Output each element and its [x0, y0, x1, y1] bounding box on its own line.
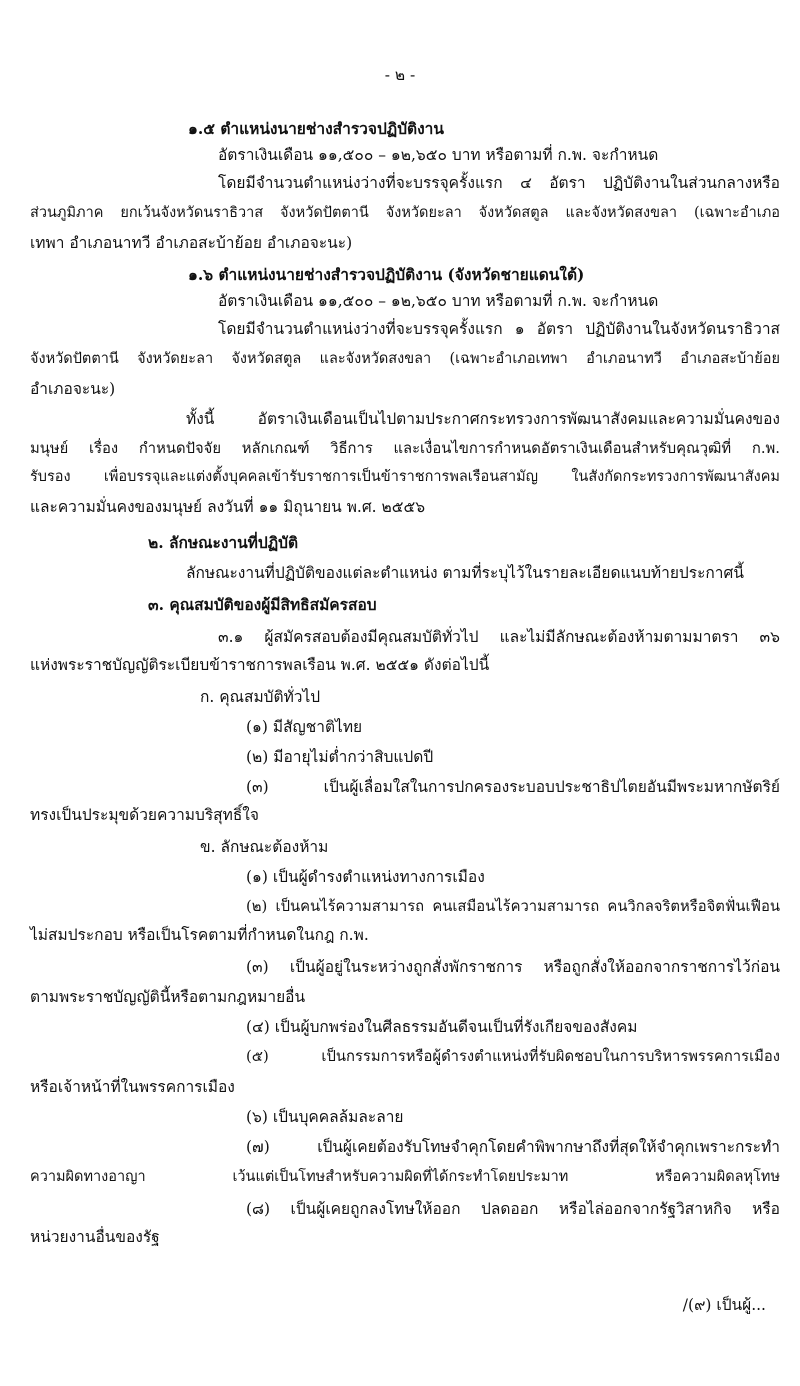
- announcement-line: มนุษย์ เรื่อง กำหนดปัจจัย หลักเกณฑ์ วิธีการ และเงื่อนไขการกำหนดอัตราเงินเดือนสำหรับคุณวุฒิที่ ก.พ.: [30, 440, 780, 457]
- general-qualifications-heading: ก. คุณสมบัติทั่วไป: [200, 688, 321, 706]
- announcement-line: รับรอง เพื่อบรรจุและแต่งตั้งบุคคลเข้ารับราชการเป็นข้าราชการพลเรือนสามัญ ในสังกัดกระทรวงการพัฒนาสังคม: [30, 469, 780, 485]
- prohibited-item: (๗) เป็นผู้เคยต้องรับโทษจำคุกโดยคำพิพากษาถึงที่สุดให้จำคุกเพราะกระทำ: [246, 1138, 780, 1156]
- section-1-6-heading: ๑.๖ ตำแหน่งนายช่างสำรวจปฏิบัติงาน (จังหวัดชายแดนใต้): [188, 265, 585, 284]
- continuation-marker: /(๙) เป็นผู้...: [682, 1296, 766, 1314]
- general-qualification-item: (๒) มีอายุไม่ต่ำกว่าสิบแปดปี: [246, 748, 434, 766]
- prohibited-item: (๒) เป็นคนไร้ความสามารถ คนเสมือนไร้ความสามารถ คนวิกลจริตหรือจิตฟั่นเฟือน: [246, 898, 780, 915]
- general-qualification-item: (๑) มีสัญชาติไทย: [246, 718, 363, 736]
- prohibited-item: ตามพระราชบัญญัตินี้หรือตามกฎหมายอื่น: [30, 988, 306, 1006]
- section-3-intro-line: แห่งพระราชบัญญัติระเบียบข้าราชการพลเรือน พ.ศ. ๒๕๕๑ ดังต่อไปนี้: [30, 656, 490, 674]
- section-1-5-body-line: ส่วนภูมิภาค ยกเว้นจังหวัดนราธิวาส จังหวัดปัตตานี จังหวัดยะลา จังหวัดสตูล และจังหวัดสงขลา (เฉพาะอำเภอ: [30, 205, 780, 221]
- section-1-6-body-line: โดยมีจำนวนตำแหน่งว่างที่จะบรรจุครั้งแรก ๑ อัตรา ปฏิบัติงานในจังหวัดนราธิวาส: [218, 320, 780, 338]
- section-1-5-body-line: เทพา อำเภอนาทวี อำเภอสะบ้าย้อย อำเภอจะนะ): [30, 234, 353, 252]
- section-1-6-body-line: จังหวัดปัตตานี จังหวัดยะลา จังหวัดสตูล และจังหวัดสงขลา (เฉพาะอำเภอเทพา อำเภอนาทวี อำเภอสะบ้าย้อย: [30, 351, 780, 367]
- section-1-5-heading: ๑.๕ ตำแหน่งนายช่างสำรวจปฏิบัติงาน: [188, 119, 444, 138]
- section-3-heading: ๓. คุณสมบัติของผู้มีสิทธิสมัครสอบ: [148, 595, 377, 614]
- prohibited-item: หรือเจ้าหน้าที่ในพรรคการเมือง: [30, 1078, 235, 1096]
- section-3-intro-line: ๓.๑ ผู้สมัครสอบต้องมีคุณสมบัติทั่วไป และไม่มีลักษณะต้องห้ามตามมาตรา ๓๖: [218, 628, 780, 646]
- prohibited-item: หน่วยงานอื่นของรัฐ: [30, 1228, 160, 1246]
- section-1-5-body-line: โดยมีจำนวนตำแหน่งว่างที่จะบรรจุครั้งแรก ๔ อัตรา ปฏิบัติงานในส่วนกลางหรือ: [218, 174, 780, 192]
- announcement-line: และความมั่นคงของมนุษย์ ลงวันที่ ๑๑ มิถุนายน พ.ศ. ๒๕๕๖: [30, 498, 426, 516]
- section-1-5-salary: อัตราเงินเดือน ๑๑,๕๐๐ – ๑๒,๖๕๐ บาท หรือตามที่ ก.พ. จะกำหนด: [218, 146, 659, 164]
- section-1-6-body-line: อำเภอจะนะ): [30, 380, 116, 398]
- general-qualification-item: ทรงเป็นประมุขด้วยความบริสุทธิ์ใจ: [30, 806, 259, 824]
- prohibited-item: (๘) เป็นผู้เคยถูกลงโทษให้ออก ปลดออก หรือไล่ออกจากรัฐวิสาหกิจ หรือ: [246, 1200, 780, 1218]
- page-number: - ๒ -: [384, 66, 416, 84]
- section-2-body: ลักษณะงานที่ปฏิบัติของแต่ละตำแหน่ง ตามที่ระบุไว้ในรายละเอียดแนบท้ายประกาศนี้: [186, 564, 744, 582]
- prohibited-item: (๓) เป็นผู้อยู่ในระหว่างถูกสั่งพักราชการ หรือถูกสั่งให้ออกจากราชการไว้ก่อน: [246, 958, 780, 976]
- section-1-6-salary: อัตราเงินเดือน ๑๑,๕๐๐ – ๑๒,๖๕๐ บาท หรือตามที่ ก.พ. จะกำหนด: [218, 292, 659, 310]
- prohibited-item: ไม่สมประกอบ หรือเป็นโรคตามที่กำหนดในกฎ ก.พ.: [30, 926, 369, 944]
- prohibited-item: (๕) เป็นกรรมการหรือผู้ดำรงตำแหน่งที่รับผิดชอบในการบริหารพรรคการเมือง: [246, 1048, 780, 1065]
- prohibited-item: (๑) เป็นผู้ดำรงตำแหน่งทางการเมือง: [246, 868, 485, 886]
- announcement-line: ทั้งนี้ อัตราเงินเดือนเป็นไปตามประกาศกระทรวงการพัฒนาสังคมและความมั่นคงของ: [186, 410, 780, 428]
- prohibited-item: (๔) เป็นผู้บกพร่องในศีลธรรมอันดีจนเป็นที่รังเกียจของสังคม: [246, 1018, 638, 1036]
- prohibited-item: ความผิดทางอาญา เว้นแต่เป็นโทษสำหรับความผิดที่ได้กระทำโดยประมาท หรือความผิดลหุโทษ: [30, 1169, 780, 1185]
- prohibited-characteristics-heading: ข. ลักษณะต้องห้าม: [200, 838, 329, 856]
- general-qualification-item: (๓) เป็นผู้เลื่อมใสในการปกครองระบอบประชาธิปไตยอันมีพระมหากษัตริย์: [246, 778, 780, 796]
- section-2-heading: ๒. ลักษณะงานที่ปฏิบัติ: [148, 533, 299, 552]
- prohibited-item: (๖) เป็นบุคคลล้มละลาย: [246, 1108, 404, 1126]
